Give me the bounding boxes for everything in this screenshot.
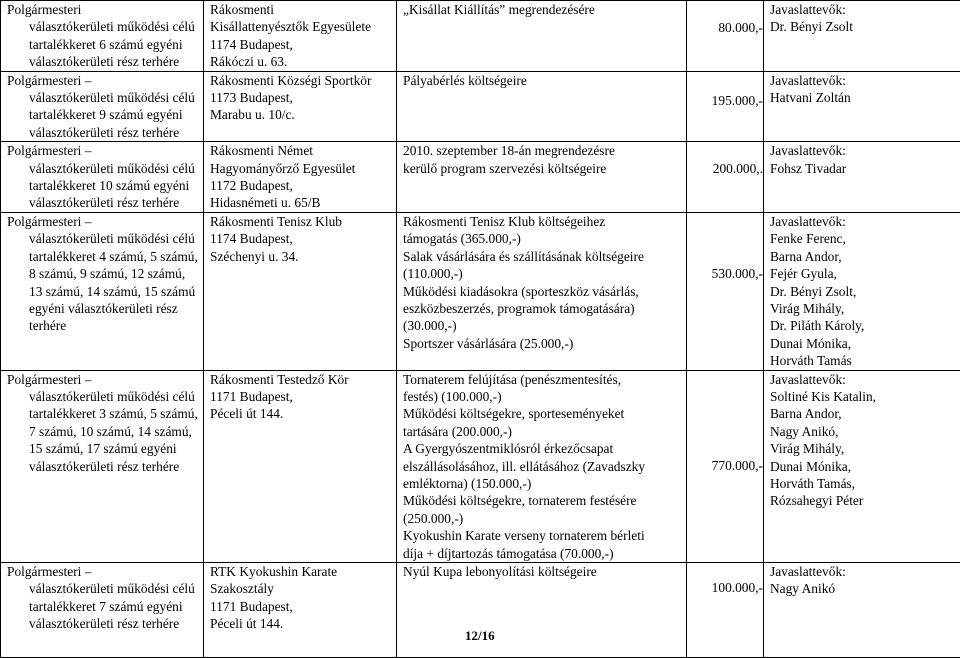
proposers-line: Hatvani Zoltán [770,89,960,106]
proposers-line: Nagy Anikó [770,580,960,597]
amount-value: 530.000,- [693,265,763,282]
source-line: tartalékkeret 3 számú, 5 számú, [7,405,203,422]
purpose-line: eszközbeszerzés, programok támogatására) [403,300,686,317]
purpose-cell [397,370,687,562]
proposers-line: Barna Andor, [770,405,960,422]
proposers-cell [764,1,960,72]
amount-cell [687,370,764,562]
source-cell [1,563,204,658]
source-line: Polgármesteri – [7,72,203,89]
purpose-cell [397,563,687,658]
recipient-cell [204,71,397,142]
recipient-line: Marabu u. 10/c. [210,106,396,123]
amount-value: 200.000,. [693,160,763,177]
source-line: terhére [7,317,203,334]
purpose-line: kerülő program szervezési költségeire [403,160,686,177]
recipient-line: 1174 Budapest, [210,36,396,53]
purpose-line: Pályabérlés költségeire [403,72,686,89]
source-line: tartalékkeret 4 számú, 5 számú, [7,248,203,265]
purpose-line: Nyúl Kupa lebonyolítási költségeire [403,563,686,580]
proposers-line: Virág Mihály, [770,300,960,317]
source-line: választókerületi rész terhére [7,124,203,141]
recipient-cell [204,370,397,562]
proposers-cell [764,370,960,562]
purpose-line: Működési költségekre, tornaterem festésére [403,492,686,509]
recipient-line: Rákosmenti Testedző Kör [210,371,396,388]
amount-value: 195.000,- [693,92,763,109]
source-cell [1,142,204,213]
source-cell [1,212,204,370]
proposers-line: Fenke Ferenc, [770,230,960,247]
proposers-cell [764,212,960,370]
purpose-line: „Kisállat Kiállítás” megrendezésére [403,1,686,18]
recipient-line: 1173 Budapest, [210,89,396,106]
proposers-line: Javaslattevők: [770,371,960,388]
source-line: tartalékkeret 10 számú egyéni [7,177,203,194]
purpose-line: (110.000,-) [403,265,686,282]
source-line: tartalékkeret 6 számú egyéni [7,36,203,53]
recipient-line: Hidasnémeti u. 65/B [210,194,396,211]
proposers-line: Dr. Bényi Zsolt, [770,283,960,300]
proposers-line: Dr. Bényi Zsolt [770,18,960,35]
amount-cell [687,71,764,142]
proposers-line: Horváth Tamás, [770,475,960,492]
proposers-line: Horváth Tamás [770,352,960,369]
proposers-cell [764,71,960,142]
recipient-cell [204,563,397,658]
purpose-line: (30.000,-) [403,317,686,334]
recipient-cell [204,212,397,370]
table-row [1,212,960,370]
proposers-line: Javaslattevők: [770,1,960,18]
purpose-line: Működési költségekre, sporteseményeket [403,405,686,422]
source-line: 7 számú, 10 számú, 14 számú, [7,423,203,440]
purpose-line: A Gyergyószentmiklósról érkezőcsapat [403,440,686,457]
purpose-line: Rákosmenti Tenisz Klub költségeihez [403,213,686,230]
source-line: választókerületi működési célú [7,388,203,405]
recipient-line: Rákosmenti Német [210,142,396,159]
proposers-cell [764,142,960,213]
proposers-line: Javaslattevők: [770,563,960,580]
source-line: 8 számú, 9 számú, 12 számú, [7,265,203,282]
recipient-line: 1171 Budapest, [210,388,396,405]
amount-cell [687,1,764,72]
source-line: Polgármesteri – [7,371,203,388]
source-cell [1,370,204,562]
source-line: választókerületi működési célú [7,18,203,35]
amount-value: 80.000,- [693,19,763,36]
purpose-line: festés) (100.000,-) [403,388,686,405]
source-line: választókerületi rész terhére [7,194,203,211]
recipient-cell [204,1,397,72]
purpose-cell [397,212,687,370]
source-line: választókerületi működési célú [7,580,203,597]
source-line: 13 számú, 14 számú, 15 számú [7,283,203,300]
amount-cell [687,142,764,213]
source-line: Polgármesteri [7,1,203,18]
purpose-cell [397,1,687,72]
recipient-line: Kisállattenyésztők Egyesülete [210,18,396,35]
recipient-line: 1172 Budapest, [210,177,396,194]
source-line: tartalékkeret 7 számú egyéni [7,598,203,615]
purpose-cell [397,71,687,142]
recipient-line: Rákosmenti [210,1,396,18]
purpose-line: Kyokushin Karate verseny tornaterem bérleti [403,527,686,544]
amount-cell [687,563,764,658]
proposers-line: Dr. Piláth Károly, [770,317,960,334]
source-line: választókerületi rész terhére [7,458,203,475]
recipient-line: 1174 Budapest, [210,230,396,247]
recipient-line: Rákóczi u. 63. [210,53,396,70]
purpose-line: (250.000,-) [403,510,686,527]
proposers-line: Rózsahegyi Péter [770,492,960,509]
purpose-line: emléktorna) (150.000,-) [403,475,686,492]
table-row [1,71,960,142]
source-line: Polgármesteri – [7,213,203,230]
source-line: Polgármesteri – [7,563,203,580]
proposers-line: Fohsz Tivadar [770,160,960,177]
table-row [1,142,960,213]
purpose-line: Tornaterem felújítása (penészmentesítés, [403,371,686,388]
recipient-line: RTK Kyokushin Karate [210,563,396,580]
recipient-line: Szakosztály [210,580,396,597]
recipient-line: Péceli út 144. [210,405,396,422]
purpose-line: Sportszer vásárlására (25.000,-) [403,335,686,352]
source-line: tartalékkeret 9 számú egyéni [7,106,203,123]
source-line: választókerületi rész terhére [7,615,203,632]
purpose-line: díja + díjtartozás támogatása (70.000,-) [403,545,686,562]
recipient-line: Széchenyi u. 34. [210,248,396,265]
proposers-line: Dunai Mónika, [770,458,960,475]
proposers-line: Barna Andor, [770,248,960,265]
recipient-line: Rákosmenti Tenisz Klub [210,213,396,230]
proposers-line: Javaslattevők: [770,72,960,89]
source-cell [1,71,204,142]
source-cell [1,1,204,72]
amount-value: 770.000,- [693,457,763,474]
proposers-line: Virág Mihály, [770,440,960,457]
amount-cell [687,212,764,370]
purpose-line: 2010. szeptember 18-án megrendezésre [403,142,686,159]
source-line: egyéni választókerületi rész [7,300,203,317]
proposers-line: Fejér Gyula, [770,265,960,282]
proposers-line: Dunai Mónika, [770,335,960,352]
source-line: választókerületi rész terhére [7,53,203,70]
recipient-line: Péceli út 144. [210,615,396,632]
page-number: 12/16 [465,628,495,644]
source-line: választókerületi működési célú [7,160,203,177]
recipient-cell [204,142,397,213]
amount-value: 100.000,- [693,579,763,596]
purpose-line: Salak vásárlására és szállításának költségeire [403,248,686,265]
source-line: választókerületi működési célú [7,89,203,106]
purpose-line: elszállásolásához, ill. ellátásához (Zavadszky [403,458,686,475]
proposers-line: Nagy Anikó, [770,423,960,440]
recipient-line: Rákosmenti Községi Sportkör [210,72,396,89]
proposers-line: Javaslattevők: [770,213,960,230]
proposers-line: Javaslattevők: [770,142,960,159]
recipient-line: Hagyományőrző Egyesület [210,160,396,177]
purpose-line: Működési kiadásokra (sporteszköz vásárlás, [403,283,686,300]
table-row [1,370,960,562]
purpose-cell [397,142,687,213]
source-line: választókerületi működési célú [7,230,203,247]
table-row [1,1,960,72]
purpose-line: támogatás (365.000,-) [403,230,686,247]
source-line: 15 számú, 17 számú egyéni [7,440,203,457]
proposers-line: Soltiné Kis Katalin, [770,388,960,405]
source-line: Polgármesteri – [7,142,203,159]
recipient-line: 1171 Budapest, [210,598,396,615]
purpose-line: tartására (200.000,-) [403,423,686,440]
proposers-cell [764,563,960,658]
